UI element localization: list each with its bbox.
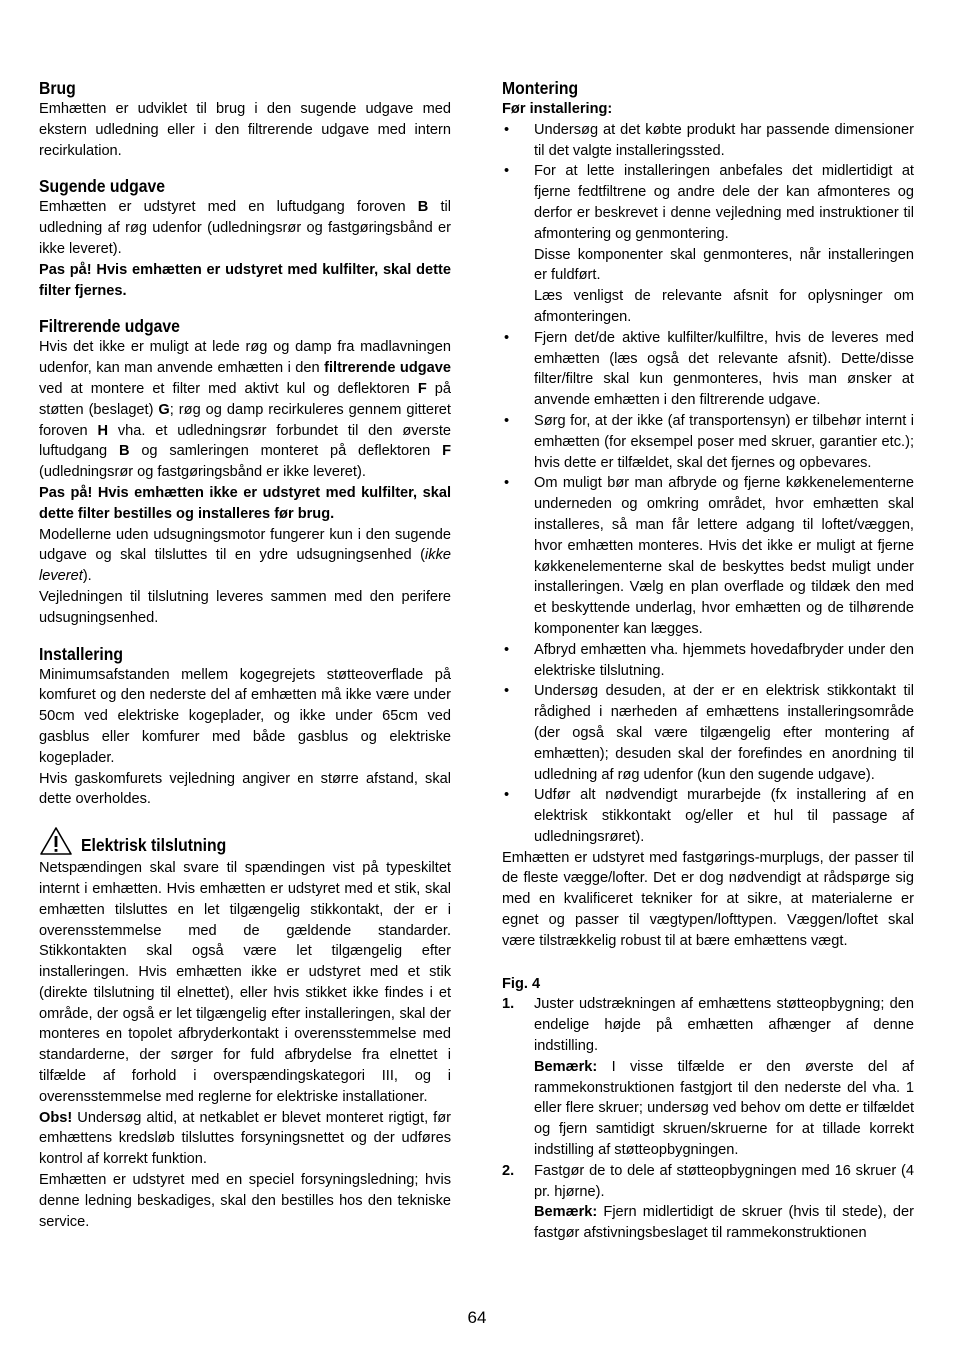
step-number: 1. [502, 996, 515, 1013]
heading-brug: Brug [39, 78, 76, 98]
section-installering [39, 644, 451, 811]
elektrisk-heading-row [39, 825, 451, 856]
montering-wallplugs-text: Emhætten er udstyret med fastgørings-murplugs, der passer til de fleste vægge/lofter. Det er dog nødvendigt at rådspørge sig med en kvalificeret tekniker for at sikre, at materialerne er egnet og passer til vægtypen/lofttypen. Væggen/loftet skal være tilstrækkelig robust til at bære emhættens vægt. [502, 849, 914, 949]
filtrerende-models-text: Modellerne uden udsugningsmotor fungerer kun i den sugende udgave og skal tilsluttes til en ydre udsugningsenhed (ikke leveret). [39, 526, 451, 585]
fig4-label: Fig. 4 [502, 975, 541, 992]
list-item: • Sørg for, at der ikke (af transportensyn) er tilbehør internt i emhætten (for eksempel poser med skruer, garantier etc.); hvis dette er tilfældet, skal det fjernes og opbevares. [502, 411, 914, 473]
section-filtrerende-udgave [39, 316, 451, 628]
section-elektrisk-tilslutning [39, 825, 451, 1232]
section-montering [502, 78, 914, 952]
heading-filtrerende-udgave: Filtrerende udgave [39, 316, 180, 337]
heading-montering: Montering [502, 78, 579, 98]
list-item: • For at lette installeringen anbefales det midlertidigt at fjerne fedtfiltrene og andre dele der kan afmonteres og derfor er beskrevet i denne vejledning med instruktioner til afmontering og genmontering. Disse komponenter skal genmonteres, når installeringen er fuldført. Læs venligst de relevante afsnit for oplysninger om afmonteringen. [502, 161, 914, 327]
elektrisk-text-3: Emhætten er udstyret med en speciel forsyningsledning; hvis denne ledning beskadiges, skal den bestilles hos den tekniske service. [39, 1172, 451, 1230]
list-item: 2. Fastgør de to dele af støtteopbygningen med 16 skruer (4 pr. hjørne). Bemærk: Fjern midlertidigt de skruer (hvis til stede), der fastgør afstivningsbeslaget til rammekonstruktionen [502, 1162, 914, 1242]
page-number: 64 [467, 1308, 487, 1327]
left-column [39, 78, 451, 1232]
list-item: • Fjern det/de aktive kulfilter/kulfiltre, hvis de leveres med emhætten (læs også det relevante afsnit). Dette/disse filter/filtre skal kun genmonteres, hvis man ønsker at anvende emhætten i den filtrerende udgave. [502, 328, 914, 411]
list-item: • Om muligt bør man afbryde og fjerne køkkenelementerne underneden og omkring området, hvor emhætten skal installeres, så man får lettere adgang til loftet/væggen, hvor emhætten monteres. Hvis det ikke er muligt at fjerne køkkenelementerne skal de beskyttes bedst muligt under installeringen. Vælg en plan overflade og tildæk den med et beskyttende underlag, hvor emhætten og de tilhørende komponenter kan lægges. [502, 473, 914, 639]
heading-sugende-udgave: Sugende udgave [39, 176, 166, 197]
filtrerende-guide-text: Vejledningen til tilslutning leveres sammen med den perifere udsugningsenhed. [39, 588, 451, 626]
heading-elektrisk-tilslutning: Elektrisk tilslutning [81, 835, 227, 856]
warning-triangle-icon [39, 826, 73, 856]
sugende-warning: Pas på! Hvis emhætten er udstyret med kulfilter, skal dette filter fjernes. [39, 261, 451, 299]
right-column [502, 78, 914, 1244]
list-item: • Afbryd emhætten vha. hjemmets hovedafbryder under den elektriske tilslutning. [502, 640, 914, 682]
list-item: 1. Juster udstrækningen af emhættens støtteopbygning; den endelige højde på emhætten afhænger af denne indstilling. Bemærk: I visse tilfælde er den øverste del af rammekonstruktionen fastgjort til den nederste del vha. 1 eller flere skruer; undersøg ved behov om dette er tilfældet og fjern samtidigt skruen/skruerne for at tillade korrekt indstilling af støtteopbygningen. [502, 996, 914, 1159]
fig4-steps [502, 994, 914, 1244]
list-item: • Udfør alt nødvendigt murarbejde (fx installering af en elektrisk stikkontakt og/eller et hul til passage af udledningsrøret). [502, 785, 914, 847]
installering-text-1: Minimumsafstanden mellem kogegrejets støtteoverflade på komfuret og den nederste del af emhætten må ikke være under 50cm ved elektriske kogeplader, og ikke under 65cm ved gasblus eller komfurer med både gasblus og elektriske kogeplader. [39, 666, 451, 766]
montering-subheading: Før installering: [502, 101, 613, 117]
filtrerende-text: Hvis det ikke er muligt at lede røg og damp fra madlavningen udenfor, kan man anvende emhætten i den filtrerende udgave ved at montere et filter med aktivt kul og deflektoren F på støtten (beslaget) G; røg og damp recirkuleres gennem gitteret foroven H vha. et udledningsrør forbundet til den øverste luftudgang B og samleringen monteret på deflektoren F (udledningsrør og fastgøringsbånd er ikke leveret). [39, 339, 451, 481]
list-item: • Undersøg at det købte produkt har passende dimensioner til det valgte installeringssted. [502, 120, 914, 162]
sugende-text: Emhætten er udstyret med en luftudgang foroven B til udledning af røg udenfor (udledningsrør og fastgøringsbånd er ikke leveret). [39, 199, 452, 257]
list-item: • Undersøg desuden, at der er en elektrisk stikkontakt til rådighed i nærheden af emhættens installeringsområde (der også skal være tilgængelig efter montering af emhætten); desuden skal der forefindes en anordning til udledning af røg udenfor (kun den sugende udgave). [502, 681, 914, 785]
elektrisk-text-1: Netspændingen skal svare til spændingen vist på typeskiltet internt i emhætten. Hvis emhætten er udstyret med et stik, skal emhætten tilsluttes en let tilgængelig stikkontakt, der er i overensstemmelse med de gældende standarder. Stikkontakten skal også være let tilgængelig efter installeringen. Hvis emhætten ikke er udstyret med et stik (direkte tilslutning til elnettet), eller hvis stikket ikke findes i et område, der også er let tilgængelig efter installeringen, skal der monteres en topolet afbryderkontakt i overensstemmelse med standarderne, der sørger for fuld afbrydelse fra elnettet i tilfælde af forhold i overspændingskategori III, og i overensstemmelse med reglerne for elektriske installationer. [39, 860, 451, 1105]
heading-installering: Installering [39, 643, 124, 664]
step-number: 2. [502, 1162, 515, 1179]
elektrisk-obs-text: Obs! Undersøg altid, at netkablet er blevet monteret rigtigt, før emhættens kredsløb tilsluttes forsyningsnettet og der udføres kontrol af korrekt funktion. [39, 1109, 451, 1168]
section-sugende-udgave [39, 176, 451, 301]
brug-text: Emhætten er udviklet til brug i den sugende udgave med ekstern udledning eller i den filtrerende udgave med intern recirkulation. [39, 101, 451, 159]
montering-list [502, 120, 914, 848]
section-brug [39, 78, 451, 161]
installering-text-2: Hvis gaskomfurets vejledning angiver en større afstand, skal dette overholdes. [39, 770, 451, 808]
filtrerende-warning: Pas på! Hvis emhætten ikke er udstyret med kulfilter, skal dette filter bestilles og installeres før brug. [39, 484, 451, 522]
section-fig4 [502, 974, 914, 1244]
